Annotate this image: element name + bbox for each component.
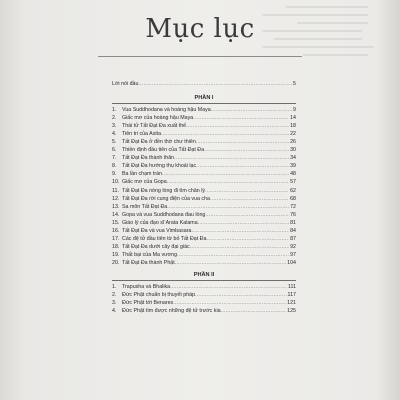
toc-entry-title: Tất Đạt Đa thành thân	[122, 155, 175, 162]
toc-entry[interactable]	[112, 227, 296, 235]
toc-entry-page: 76	[290, 211, 296, 218]
part-2-entries	[112, 283, 296, 315]
toc-entry-page: 18	[290, 123, 296, 130]
table-of-contents	[112, 80, 296, 315]
toc-entry-page: 39	[290, 163, 296, 170]
toc-entry[interactable]	[112, 243, 296, 251]
toc-entry-number: 9.	[112, 171, 117, 178]
toc-entry-number: 14.	[112, 211, 120, 218]
toc-entry-title: Tiên tri của Asita	[122, 131, 161, 138]
toc-entry-page: 72	[290, 203, 296, 210]
toc-entry[interactable]	[112, 291, 296, 299]
toc-entry[interactable]	[112, 195, 296, 203]
toc-entry-title: Thái tử Tất Đạt Đa xuất thế	[122, 123, 187, 130]
toc-entry-page: 48	[290, 171, 296, 178]
toc-entry-number: 4.	[112, 308, 117, 315]
toc-leader-dots	[161, 130, 289, 138]
toc-entry-page: 57	[290, 179, 296, 186]
toc-leader-dots	[198, 219, 289, 227]
toc-entry-title: Ba lần chạm trán	[122, 171, 163, 178]
toc-entry-page: 121	[287, 300, 296, 307]
toc-entry-number: 1.	[112, 107, 117, 114]
toc-entry-title: Lời nói đầu	[112, 81, 139, 87]
toc-entry-number: 17.	[112, 235, 120, 242]
toc-entry[interactable]	[112, 162, 296, 170]
part-heading-1: PHẦN I	[112, 93, 296, 104]
toc-entry-number: 18.	[112, 243, 120, 250]
toc-leader-dots	[205, 211, 289, 219]
toc-entry-title: Vua Suddhodana và hoàng hậu Maya	[122, 107, 211, 114]
toc-entry-page: 22	[290, 131, 296, 138]
toc-leader-dots	[196, 138, 289, 146]
toc-entry[interactable]	[112, 283, 296, 291]
toc-entry[interactable]	[112, 203, 296, 211]
toc-leader-dots	[195, 291, 287, 299]
toc-entry-number: 10.	[112, 179, 120, 186]
toc-entry-number: 3.	[112, 300, 117, 307]
toc-entry-page: 87	[290, 235, 296, 242]
toc-leader-dots	[186, 122, 289, 130]
toc-entry-page: 84	[290, 227, 296, 234]
toc-entry[interactable]	[112, 138, 296, 146]
toc-entry-title: Thất bại của Ma vương	[122, 251, 178, 258]
toc-entry-number: 3.	[112, 123, 117, 130]
toc-entry-title: Tất Đạt Đa nóng lòng đi tìm chân lý	[122, 187, 206, 194]
toc-leader-dots	[170, 283, 287, 291]
toc-entry-title: Đức Phật tìm được những đệ tử trước kia	[122, 308, 221, 315]
toc-entry-page: 81	[290, 219, 296, 226]
toc-entry-page: 30	[290, 147, 296, 154]
toc-entry-title: Thiền định đầu tiên của Tất Đạt Đa	[122, 147, 205, 154]
toc-leader-dots	[162, 170, 289, 178]
toc-entry-number: 20.	[112, 259, 120, 266]
toc-entry-page: 104	[287, 259, 296, 266]
toc-leader-dots	[190, 243, 289, 251]
toc-entry[interactable]	[112, 187, 296, 195]
toc-leader-dots	[174, 154, 289, 162]
toc-leader-dots	[138, 80, 292, 88]
toc-entry-title: Trapusha và Bhalika	[122, 283, 171, 290]
toc-entry[interactable]	[112, 170, 296, 178]
toc-entry-title: Tất Đạt Đa hướng thụ khoái lạc	[122, 163, 197, 170]
toc-entry-title: Tất Đạt Đa và vua Vimbasara	[122, 227, 192, 234]
toc-entry-number: 5.	[112, 139, 117, 146]
toc-entry-title: Tất Đạt Đa rời cung điện của vua cha	[122, 195, 210, 202]
toc-entry-title: Các đệ tử đầu tiên từ bỏ Tất Đạt Đa	[122, 235, 207, 242]
toc-entry-title: Đức Phật tới Benares	[122, 300, 174, 307]
toc-entry[interactable]	[112, 259, 296, 267]
toc-leader-dots	[177, 251, 289, 259]
toc-entry-number: 15.	[112, 219, 120, 226]
toc-entry-title: Tất Đạt Đa dưới cây đại giác	[122, 243, 190, 250]
toc-leader-dots	[193, 114, 289, 122]
toc-entry-page: 125	[287, 308, 296, 315]
toc-entry-title: Giáo lý của đạo sĩ Arata Kalama	[122, 219, 198, 226]
toc-leader-dots	[196, 162, 289, 170]
toc-preface[interactable]	[112, 80, 296, 88]
toc-entry-number: 4.	[112, 131, 117, 138]
toc-entry[interactable]	[112, 251, 296, 259]
toc-entry-number: 6.	[112, 147, 117, 154]
toc-entry-page: 68	[290, 195, 296, 202]
toc-entry-title: Đức Phật chuẩn bị thuyết pháp	[122, 292, 196, 299]
toc-entry-number: 19.	[112, 251, 120, 258]
toc-entry-number: 13.	[112, 203, 120, 210]
toc-entry-number: 12.	[112, 195, 120, 202]
page-title: Mục lục	[145, 14, 255, 44]
toc-entry-page: 26	[290, 139, 296, 146]
toc-leader-dots	[175, 259, 286, 267]
toc-entry-title: Gopa và vua Suddhodana đau lòng	[122, 211, 206, 218]
toc-leader-dots	[167, 178, 289, 186]
toc-entry-page: 5	[293, 81, 296, 87]
toc-entry[interactable]	[112, 146, 296, 154]
toc-entry[interactable]	[112, 307, 296, 315]
toc-leader-dots	[173, 299, 286, 307]
toc-entry[interactable]	[112, 235, 296, 243]
toc-entry[interactable]	[112, 106, 296, 114]
toc-entry[interactable]	[112, 122, 296, 130]
part-1-entries	[112, 106, 296, 267]
toc-entry-number: 8.	[112, 163, 117, 170]
toc-leader-dots	[211, 106, 292, 114]
toc-entry-title: Sa môn Tất Đạt Đa	[122, 203, 168, 210]
toc-entry-page: 117	[287, 292, 296, 299]
toc-entry-number: 2.	[112, 115, 117, 122]
toc-entry[interactable]	[112, 178, 296, 186]
toc-leader-dots	[221, 307, 287, 315]
toc-entry-number: 7.	[112, 155, 117, 162]
toc-entry-title: Giấc mơ của Gopa	[122, 179, 167, 186]
title-divider	[98, 56, 302, 57]
toc-leader-dots	[210, 195, 289, 203]
toc-leader-dots	[167, 203, 289, 211]
toc-leader-dots	[206, 235, 289, 243]
toc-entry-number: 11.	[112, 187, 119, 194]
toc-entry-number: 2.	[112, 292, 117, 299]
toc-entry-page: 97	[290, 251, 296, 258]
toc-entry-page: 9	[293, 107, 296, 114]
toc-entry-title: Giấc mơ của hoàng hậu Maya	[122, 115, 194, 122]
toc-entry[interactable]	[112, 211, 296, 219]
toc-entry-page: 111	[287, 283, 296, 290]
toc-entry-number: 16.	[112, 227, 120, 234]
toc-entry-title: Tất Đạt Đa ở đền thờ chư thiên	[122, 139, 196, 146]
toc-entry-page: 62	[290, 187, 296, 194]
toc-entry-number: 1.	[112, 283, 117, 290]
toc-entry[interactable]	[112, 299, 296, 307]
toc-entry[interactable]	[112, 130, 296, 138]
toc-leader-dots	[191, 227, 289, 235]
toc-entry-title: Tất Đạt Đa thành Phật	[122, 259, 175, 266]
toc-entry-page: 14	[290, 115, 296, 122]
toc-entry[interactable]	[112, 114, 296, 122]
part-heading-2: PHẦN II	[112, 270, 296, 281]
toc-leader-dots	[204, 146, 289, 154]
toc-entry-page: 92	[290, 243, 296, 250]
toc-entry-page: 34	[290, 155, 296, 162]
toc-leader-dots	[205, 187, 289, 195]
toc-entry[interactable]	[112, 219, 296, 227]
toc-entry[interactable]	[112, 154, 296, 162]
